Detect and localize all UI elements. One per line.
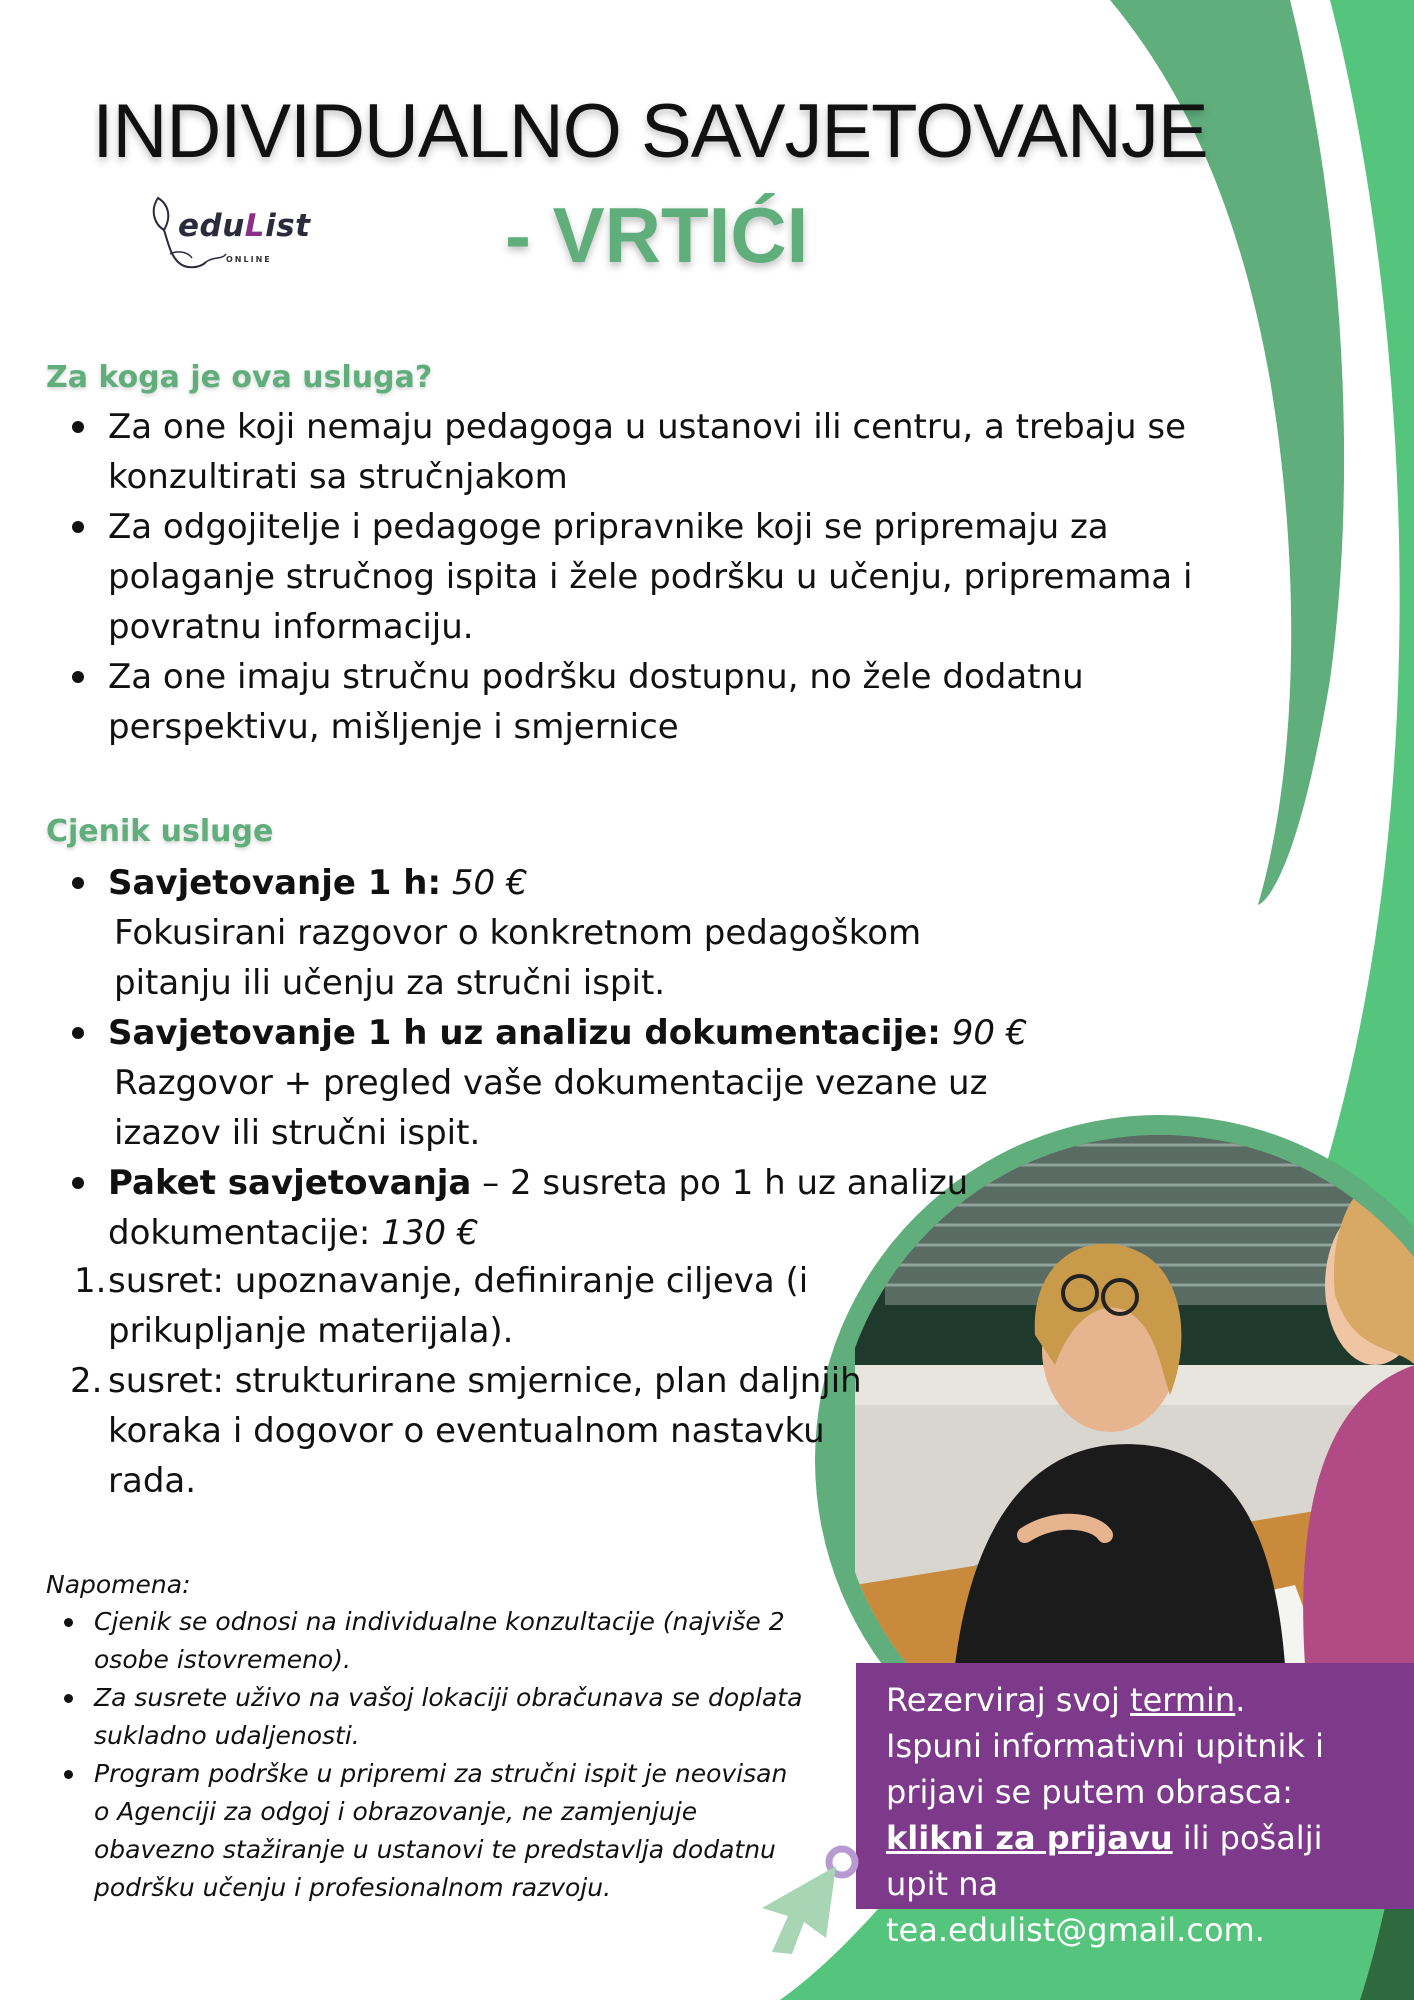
page-title: INDIVIDUALNO SAVJETOVANJE <box>92 89 1208 174</box>
note-item: Za susrete uživo na vašoj lokaciji obračunava se doplata sukladno udaljenosti. <box>46 1679 806 1755</box>
session-list <box>46 1256 866 1506</box>
price-item-title: Savjetovanje 1 h: <box>108 863 442 903</box>
list-item: Za one imaju stručnu podršku dostupnu, no žele dodatnu perspektivu, mišljenje i smjernice <box>46 652 1266 752</box>
who-list <box>46 402 1266 752</box>
session-text: susret: upoznavanje, definiranje ciljeva (i prikupljanje materijala). <box>108 1261 809 1351</box>
price-value: 130 € <box>381 1213 479 1253</box>
session-item <box>46 1356 866 1506</box>
note-item: Program podrške u pripremi za stručni ispit je neovisan o Agenciji za odgoj i obrazovanje, ne zamjenjuje obavezno stažiranje u ustanovi te predstavlja dodatnu podršku učenju i profesionalnom razvoju. <box>46 1755 806 1907</box>
session-number: 1. <box>74 1261 107 1301</box>
edulist-logo <box>148 196 311 286</box>
price-item <box>46 1008 1046 1158</box>
price-item-title: Paket savjetovanja <box>108 1163 472 1203</box>
cursor-arrow-icon <box>752 1842 862 1957</box>
session-number: 2. <box>70 1361 103 1401</box>
termin-link[interactable]: termin <box>1130 1681 1236 1719</box>
price-item <box>46 858 1046 1008</box>
logo-subtext: ONLINE <box>226 255 272 264</box>
who-heading: Za koga je ova usluga? <box>46 360 433 395</box>
cta-text: Rezerviraj svoj <box>886 1681 1131 1719</box>
price-item-detail: – 2 susreta po 1 h uz analizu dokumentacije: <box>108 1163 969 1253</box>
pricing-list <box>46 858 1046 1258</box>
note-heading: Napomena: <box>46 1570 191 1599</box>
pricing-heading: Cjenik usluge <box>46 814 274 849</box>
cta-text: . <box>1235 1681 1246 1719</box>
price-value: 90 € <box>951 1013 1028 1053</box>
cta-text: Ispuni informativni upitnik i prijavi se putem obrasca: <box>886 1727 1324 1811</box>
note-list <box>46 1603 806 1907</box>
session-text: susret: strukturirane smjernice, plan daljnjih koraka i dogovor o eventualnom nastavku rada. <box>108 1361 862 1501</box>
note-item: Cjenik se odnosi na individualne konzultacije (najviše 2 osobe istovremeno). <box>46 1603 806 1679</box>
page-subtitle: - VRTIĆI <box>505 191 809 279</box>
price-item <box>46 1158 1046 1258</box>
list-item: Za odgojitelje i pedagoge pripravnike koji se pripremaju za polaganje stručnog ispita i žele podršku u učenju, pripremama i povratnu informaciju. <box>46 502 1266 652</box>
list-item: Za one koji nemaju pedagoga u ustanovi ili centru, a trebaju se konzultirati sa stručnjakom <box>46 402 1266 502</box>
price-item-title: Savjetovanje 1 h uz analizu dokumentacije: <box>108 1013 941 1053</box>
reservation-box <box>856 1663 1414 1949</box>
price-item-description: Fokusirani razgovor o konkretnom pedagoškom pitanju ili učenju za stručni ispit. <box>114 913 922 1003</box>
price-value: 50 € <box>451 863 528 903</box>
note-section <box>46 1567 806 1907</box>
cta-text: ili pošalji upit na tea.edulist@gmail.com. <box>886 1819 1323 1949</box>
logo-wordmark: eduList <box>178 208 311 244</box>
register-link[interactable]: klikni za prijavu <box>886 1819 1173 1857</box>
session-item <box>46 1256 866 1356</box>
price-item-description: Razgovor + pregled vaše dokumentacije vezane uz izazov ili stručni ispit. <box>114 1063 988 1153</box>
